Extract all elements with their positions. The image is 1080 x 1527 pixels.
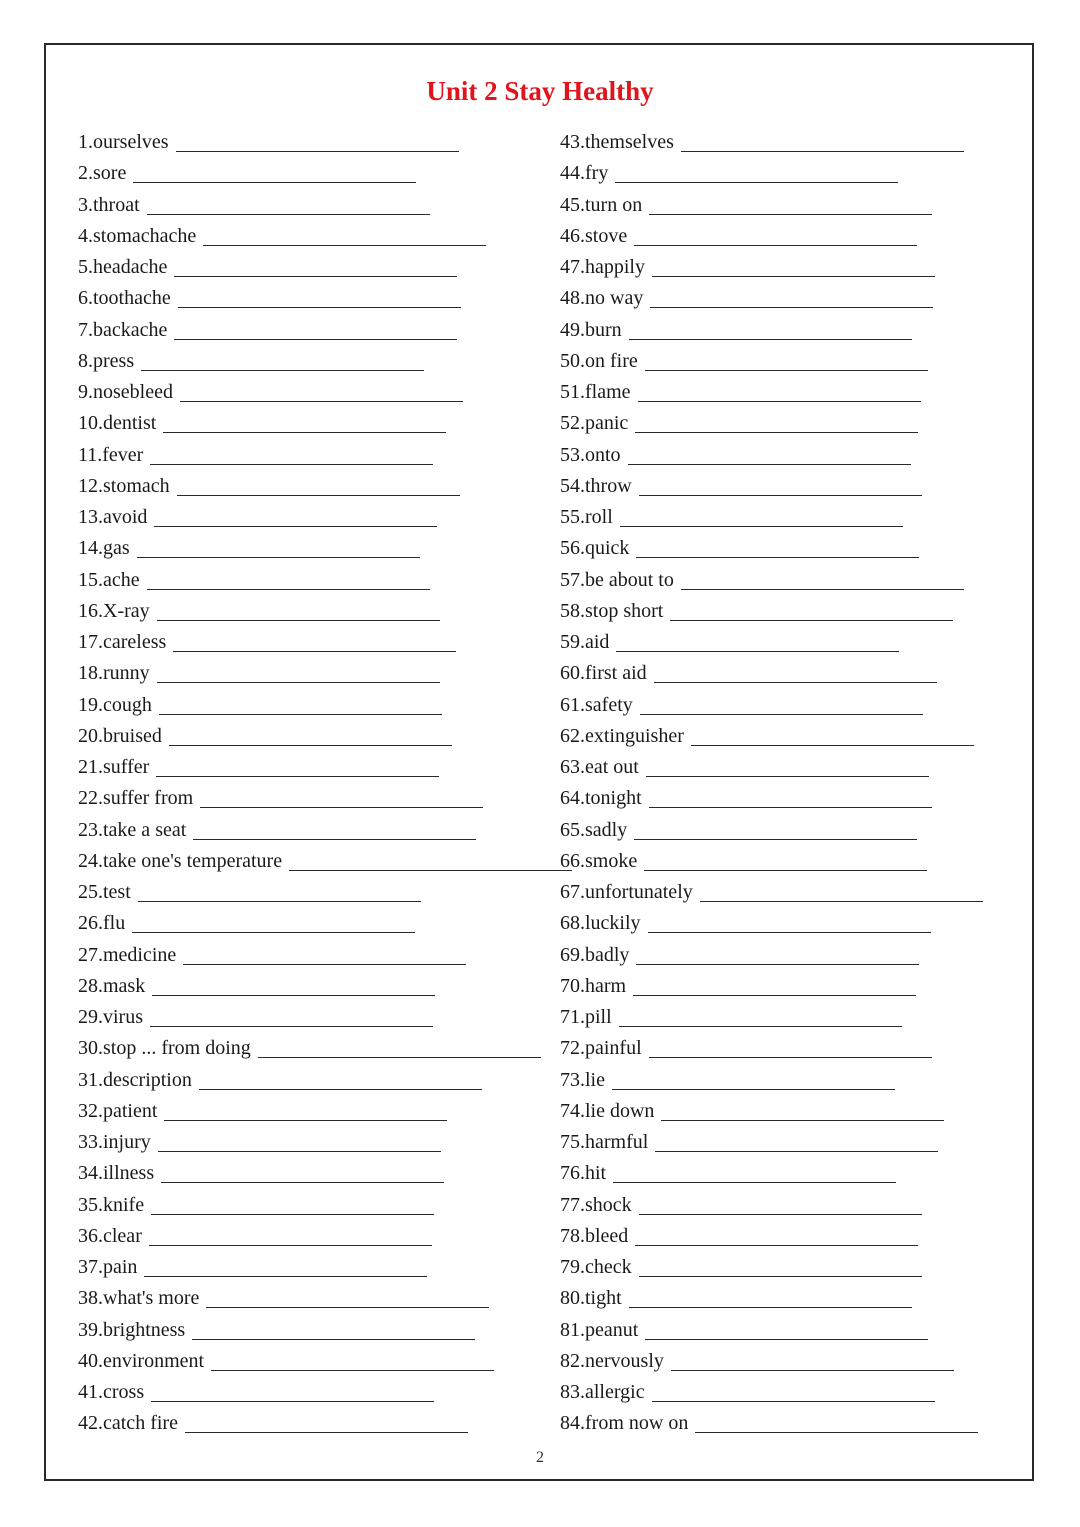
answer-blank-line[interactable]	[681, 589, 964, 590]
vocab-word: 55.roll	[560, 506, 613, 529]
vocab-word: 57.be about to	[560, 568, 674, 591]
answer-blank-line[interactable]	[636, 557, 919, 558]
vocab-word: 11.fever	[78, 443, 144, 466]
answer-blank-line[interactable]	[644, 870, 927, 871]
vocab-item	[78, 752, 572, 783]
vocab-word: 75.harmful	[560, 1131, 649, 1154]
answer-blank-line[interactable]	[200, 807, 483, 808]
vocab-item	[560, 1346, 983, 1377]
page-number: 2	[536, 1449, 544, 1466]
vocab-word: 59.aid	[560, 631, 610, 654]
vocab-item	[560, 127, 983, 158]
vocab-item	[560, 690, 983, 721]
vocab-item	[560, 1252, 983, 1283]
answer-blank-line[interactable]	[177, 495, 460, 496]
vocab-word: 82.nervously	[560, 1349, 664, 1372]
right-vocabulary-column	[560, 127, 983, 1440]
vocab-word: 42.catch fire	[78, 1412, 178, 1435]
vocab-word: 28.mask	[78, 974, 146, 997]
answer-blank-line[interactable]	[649, 214, 932, 215]
vocab-item	[560, 1002, 983, 1033]
vocab-word: 50.on fire	[560, 349, 638, 372]
vocab-word: 69.badly	[560, 943, 630, 966]
vocab-item	[560, 783, 983, 814]
vocab-item	[560, 752, 983, 783]
vocab-word: 43.themselves	[560, 131, 674, 154]
answer-blank-line[interactable]	[151, 1401, 434, 1402]
answer-blank-line[interactable]	[634, 245, 917, 246]
vocab-word: 74.lie down	[560, 1099, 655, 1122]
answer-blank-line[interactable]	[158, 1151, 441, 1152]
answer-blank-line[interactable]	[652, 276, 935, 277]
answer-blank-line[interactable]	[619, 1026, 902, 1027]
vocab-item	[560, 346, 983, 377]
vocab-item	[560, 440, 983, 471]
vocab-word: 25.test	[78, 881, 131, 904]
vocab-item	[78, 1283, 572, 1314]
vocab-word: 7.backache	[78, 318, 168, 341]
answer-blank-line[interactable]	[629, 1307, 912, 1308]
vocab-item	[78, 1002, 572, 1033]
answer-blank-line[interactable]	[640, 714, 923, 715]
vocab-item	[78, 1315, 572, 1346]
vocab-item	[78, 971, 572, 1002]
answer-blank-line[interactable]	[615, 182, 898, 183]
vocab-word: 14.gas	[78, 537, 130, 560]
vocab-item	[560, 815, 983, 846]
vocab-word: 63.eat out	[560, 756, 639, 779]
answer-blank-line[interactable]	[156, 776, 439, 777]
vocab-word: 3.throat	[78, 193, 140, 216]
vocab-item	[78, 127, 572, 158]
vocab-item	[560, 846, 983, 877]
answer-blank-line[interactable]	[138, 901, 421, 902]
answer-blank-line[interactable]	[646, 776, 929, 777]
answer-blank-line[interactable]	[193, 839, 476, 840]
vocab-item	[78, 1127, 572, 1158]
answer-blank-line[interactable]	[159, 714, 442, 715]
answer-blank-line[interactable]	[150, 1026, 433, 1027]
vocab-item	[78, 1190, 572, 1221]
vocab-word: 76.hit	[560, 1162, 607, 1185]
vocab-word: 8.press	[78, 349, 135, 372]
answer-blank-line[interactable]	[670, 620, 953, 621]
answer-blank-line[interactable]	[154, 526, 437, 527]
vocab-item	[78, 1346, 572, 1377]
answer-blank-line[interactable]	[634, 839, 917, 840]
vocab-word: 12.stomach	[78, 474, 170, 497]
vocab-item	[78, 627, 572, 658]
vocab-item	[560, 1158, 983, 1189]
vocab-item	[78, 1096, 572, 1127]
vocab-item	[78, 1408, 572, 1439]
vocab-item	[78, 315, 572, 346]
answer-blank-line[interactable]	[700, 901, 983, 902]
vocab-word: 30.stop ... from doing	[78, 1037, 251, 1060]
answer-blank-line[interactable]	[161, 1182, 444, 1183]
vocab-word: 80.tight	[560, 1287, 622, 1310]
vocab-word: 4.stomachache	[78, 224, 197, 247]
vocab-item	[560, 1033, 983, 1064]
answer-blank-line[interactable]	[150, 464, 433, 465]
vocab-word: 13.avoid	[78, 506, 148, 529]
vocab-item	[560, 1283, 983, 1314]
vocab-item	[560, 971, 983, 1002]
answer-blank-line[interactable]	[147, 214, 430, 215]
vocab-item	[560, 1377, 983, 1408]
vocab-word: 78.bleed	[560, 1224, 629, 1247]
answer-blank-line[interactable]	[173, 651, 456, 652]
vocab-item	[78, 190, 572, 221]
answer-blank-line[interactable]	[152, 995, 435, 996]
answer-blank-line[interactable]	[612, 1089, 895, 1090]
answer-blank-line[interactable]	[192, 1339, 475, 1340]
vocab-item	[78, 846, 572, 877]
answer-blank-line[interactable]	[164, 1120, 447, 1121]
answer-blank-line[interactable]	[649, 1057, 932, 1058]
vocab-word: 52.panic	[560, 412, 629, 435]
vocab-item	[78, 1377, 572, 1408]
answer-blank-line[interactable]	[137, 557, 420, 558]
vocab-item	[78, 283, 572, 314]
vocab-item	[78, 690, 572, 721]
vocab-item	[78, 377, 572, 408]
vocab-word: 21.suffer	[78, 756, 150, 779]
vocab-word: 73.lie	[560, 1068, 605, 1091]
page-title: Unit 2 Stay Healthy	[426, 76, 654, 106]
vocab-word: 9.nosebleed	[78, 381, 173, 404]
vocab-word: 39.brightness	[78, 1318, 186, 1341]
answer-blank-line[interactable]	[132, 932, 415, 933]
vocab-item	[78, 596, 572, 627]
vocab-word: 60.first aid	[560, 662, 647, 685]
answer-blank-line[interactable]	[180, 401, 463, 402]
vocab-word: 68.luckily	[560, 912, 641, 935]
answer-blank-line[interactable]	[289, 870, 572, 871]
answer-blank-line[interactable]	[133, 182, 416, 183]
answer-blank-line[interactable]	[636, 964, 919, 965]
vocab-word: 77.shock	[560, 1193, 632, 1216]
answer-blank-line[interactable]	[149, 1245, 432, 1246]
answer-blank-line[interactable]	[638, 401, 921, 402]
vocab-item	[560, 377, 983, 408]
vocab-word: 49.burn	[560, 318, 622, 341]
vocab-word: 37.pain	[78, 1256, 138, 1279]
vocab-item	[560, 283, 983, 314]
vocab-item	[78, 1065, 572, 1096]
answer-blank-line[interactable]	[203, 245, 486, 246]
vocab-item	[560, 252, 983, 283]
vocab-word: 47.happily	[560, 256, 645, 279]
vocab-word: 16.X-ray	[78, 599, 150, 622]
vocab-item	[560, 658, 983, 689]
answer-blank-line[interactable]	[147, 589, 430, 590]
vocab-item	[78, 908, 572, 939]
answer-blank-line[interactable]	[141, 370, 424, 371]
answer-blank-line[interactable]	[649, 807, 932, 808]
vocab-item	[560, 721, 983, 752]
vocab-item	[78, 408, 572, 439]
vocab-item	[78, 471, 572, 502]
answer-blank-line[interactable]	[639, 1214, 922, 1215]
vocab-word: 70.harm	[560, 974, 627, 997]
vocab-item	[560, 908, 983, 939]
vocab-item	[560, 533, 983, 564]
answer-blank-line[interactable]	[178, 307, 461, 308]
vocab-item	[78, 658, 572, 689]
vocab-word: 26.flu	[78, 912, 126, 935]
answer-blank-line[interactable]	[199, 1089, 482, 1090]
vocab-word: 22.suffer from	[78, 787, 194, 810]
answer-blank-line[interactable]	[620, 526, 903, 527]
answer-blank-line[interactable]	[613, 1182, 896, 1183]
vocab-item	[560, 471, 983, 502]
answer-blank-line[interactable]	[635, 432, 918, 433]
vocab-word: 24.take one's temperature	[78, 849, 283, 872]
vocab-word: 62.extinguisher	[560, 724, 684, 747]
answer-blank-line[interactable]	[639, 1276, 922, 1277]
answer-blank-line[interactable]	[633, 995, 916, 996]
vocab-item	[78, 252, 572, 283]
answer-blank-line[interactable]	[176, 151, 459, 152]
left-vocabulary-column	[78, 127, 572, 1440]
answer-blank-line[interactable]	[206, 1307, 489, 1308]
vocab-word: 71.pill	[560, 1006, 612, 1029]
answer-blank-line[interactable]	[169, 745, 452, 746]
answer-blank-line[interactable]	[654, 682, 937, 683]
vocab-word: 48.no way	[560, 287, 644, 310]
answer-blank-line[interactable]	[183, 964, 466, 965]
answer-blank-line[interactable]	[616, 651, 899, 652]
answer-blank-line[interactable]	[157, 620, 440, 621]
vocab-item	[560, 627, 983, 658]
vocab-word: 34.illness	[78, 1162, 155, 1185]
answer-blank-line[interactable]	[650, 307, 933, 308]
vocab-word: 31.description	[78, 1068, 192, 1091]
vocab-word: 1.ourselves	[78, 131, 169, 154]
vocab-item	[78, 1158, 572, 1189]
vocab-item	[78, 940, 572, 971]
vocab-word: 45.turn on	[560, 193, 643, 216]
answer-blank-line[interactable]	[645, 370, 928, 371]
vocab-word: 56.quick	[560, 537, 630, 560]
vocab-item	[560, 502, 983, 533]
vocab-item	[78, 1252, 572, 1283]
vocab-word: 38.what's more	[78, 1287, 200, 1310]
vocab-item	[560, 1221, 983, 1252]
answer-blank-line[interactable]	[151, 1214, 434, 1215]
vocab-item	[78, 502, 572, 533]
vocab-word: 15.ache	[78, 568, 140, 591]
vocab-word: 18.runny	[78, 662, 150, 685]
vocab-item	[78, 565, 572, 596]
vocab-word: 51.flame	[560, 381, 631, 404]
answer-blank-line[interactable]	[211, 1370, 494, 1371]
vocab-item	[560, 940, 983, 971]
answer-blank-line[interactable]	[185, 1432, 468, 1433]
vocab-word: 44.fry	[560, 162, 609, 185]
answer-blank-line[interactable]	[258, 1057, 541, 1058]
vocab-word: 20.bruised	[78, 724, 162, 747]
answer-blank-line[interactable]	[639, 495, 922, 496]
vocab-word: 58.stop short	[560, 599, 664, 622]
vocab-word: 27.medicine	[78, 943, 177, 966]
vocab-item	[560, 221, 983, 252]
vocab-word: 6.toothache	[78, 287, 171, 310]
answer-blank-line[interactable]	[645, 1339, 928, 1340]
vocab-item	[78, 721, 572, 752]
answer-blank-line[interactable]	[671, 1370, 954, 1371]
vocab-item	[78, 1221, 572, 1252]
vocab-word: 65.sadly	[560, 818, 628, 841]
vocab-item	[78, 158, 572, 189]
vocab-word: 79.check	[560, 1256, 632, 1279]
vocab-word: 84.from now on	[560, 1412, 689, 1435]
vocab-word: 5.headache	[78, 256, 168, 279]
answer-blank-line[interactable]	[648, 932, 931, 933]
vocab-item	[78, 221, 572, 252]
answer-blank-line[interactable]	[681, 151, 964, 152]
vocab-word: 67.unfortunately	[560, 881, 693, 904]
vocab-item	[560, 1065, 983, 1096]
vocab-word: 2.sore	[78, 162, 127, 185]
vocab-word: 23.take a seat	[78, 818, 187, 841]
vocab-item	[78, 1033, 572, 1064]
vocab-word: 10.dentist	[78, 412, 157, 435]
vocab-word: 53.onto	[560, 443, 621, 466]
vocab-word: 61.safety	[560, 693, 633, 716]
vocab-item	[560, 408, 983, 439]
answer-blank-line[interactable]	[144, 1276, 427, 1277]
answer-blank-line[interactable]	[661, 1120, 944, 1121]
vocab-word: 17.careless	[78, 631, 167, 654]
vocab-item	[560, 190, 983, 221]
vocab-item	[78, 877, 572, 908]
vocab-item	[560, 877, 983, 908]
vocab-item	[78, 783, 572, 814]
vocab-word: 36.clear	[78, 1224, 142, 1247]
answer-blank-line[interactable]	[629, 339, 912, 340]
vocab-item	[560, 1127, 983, 1158]
vocab-item	[78, 440, 572, 471]
vocab-item	[560, 315, 983, 346]
vocab-word: 46.stove	[560, 224, 628, 247]
vocab-item	[78, 346, 572, 377]
answer-blank-line[interactable]	[157, 682, 440, 683]
answer-blank-line[interactable]	[691, 745, 974, 746]
vocab-item	[560, 596, 983, 627]
answer-blank-line[interactable]	[652, 1401, 935, 1402]
vocab-word: 54.throw	[560, 474, 632, 497]
answer-blank-line[interactable]	[163, 432, 446, 433]
vocab-word: 33.injury	[78, 1131, 151, 1154]
vocab-word: 40.environment	[78, 1349, 205, 1372]
vocab-item	[560, 1190, 983, 1221]
vocab-word: 83.allergic	[560, 1381, 645, 1404]
vocab-word: 72.painful	[560, 1037, 642, 1060]
answer-blank-line[interactable]	[174, 339, 457, 340]
answer-blank-line[interactable]	[635, 1245, 918, 1246]
vocab-item	[78, 533, 572, 564]
answer-blank-line[interactable]	[655, 1151, 938, 1152]
vocab-item	[560, 1315, 983, 1346]
vocab-word: 35.knife	[78, 1193, 145, 1216]
vocab-word: 32.patient	[78, 1099, 158, 1122]
vocab-item	[560, 158, 983, 189]
vocab-item	[560, 1096, 983, 1127]
vocab-item	[560, 1408, 983, 1439]
answer-blank-line[interactable]	[174, 276, 457, 277]
vocab-word: 81.peanut	[560, 1318, 639, 1341]
answer-blank-line[interactable]	[628, 464, 911, 465]
vocab-word: 19.cough	[78, 693, 152, 716]
answer-blank-line[interactable]	[695, 1432, 978, 1433]
vocab-word: 64.tonight	[560, 787, 642, 810]
vocab-word: 29.virus	[78, 1006, 143, 1029]
vocab-word: 41.cross	[78, 1381, 145, 1404]
vocab-item	[78, 815, 572, 846]
vocab-word: 66.smoke	[560, 849, 638, 872]
vocab-item	[560, 565, 983, 596]
